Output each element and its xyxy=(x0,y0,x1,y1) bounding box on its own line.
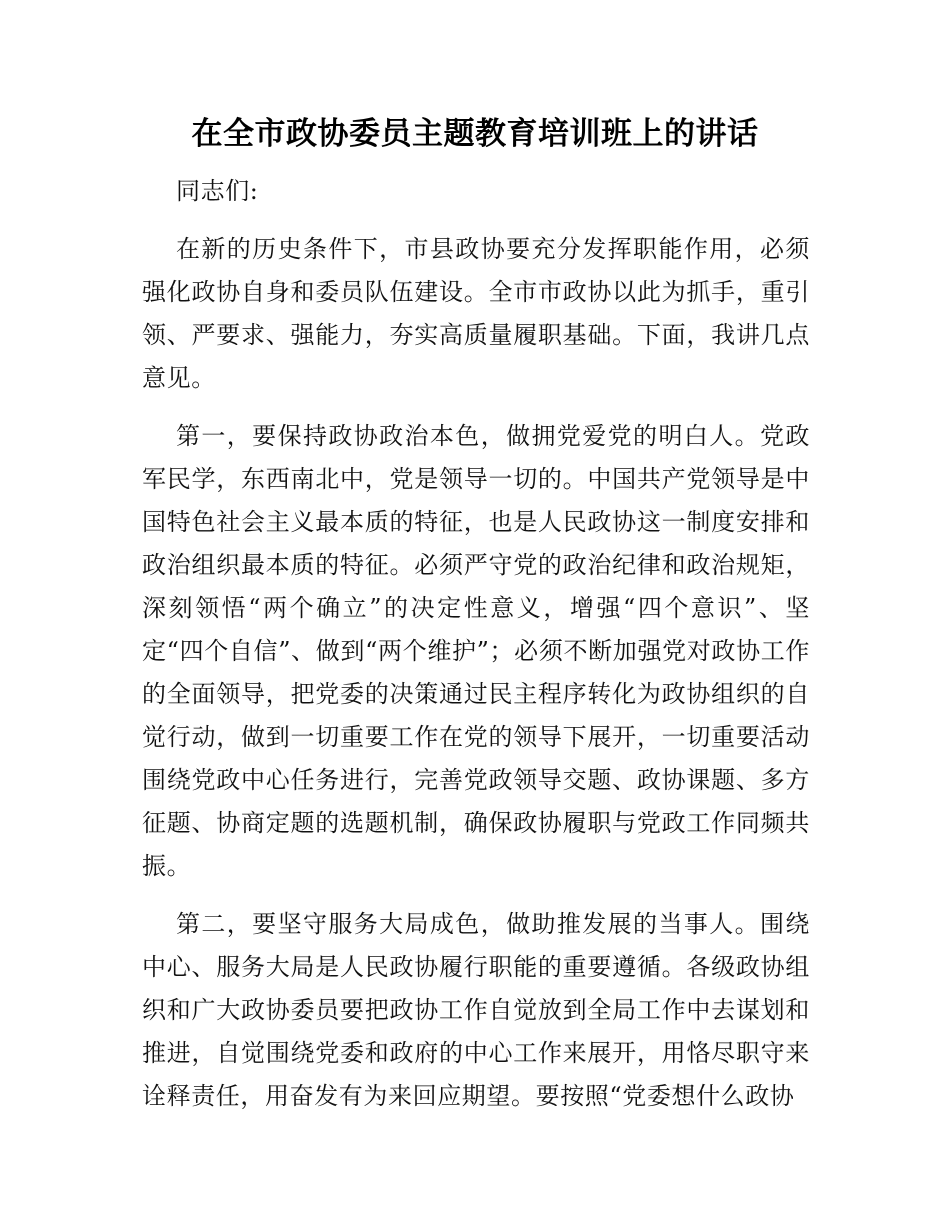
paragraph-first-point: 第一，要保持政协政治本色，做拥党爱党的明白人。党政军民学，东西南北中，党是领导一切的。中国共产党领导是中国特色社会主义最本质的特征，也是人民政协这一制度安排和政治组织最本质的特征。必须严守党的政治纪律和政治规矩，深刻领悟“两个确立”的决定性意义，增强“四个意识”、坚定“四个自信”、做到“两个维护”；必须不断加强党对政协工作的全面领导，把党委的决策通过民主程序转化为政协组织的自觉行动，做到一切重要工作在党的领导下展开，一切重要活动围绕党政中心任务进行，完善党政领导交题、政协课题、多方征题、协商定题的选题机制，确保政协履职与党政工作同频共振。 xyxy=(142,422,810,880)
paragraph-second-point: 第二，要坚守服务大局成色，做助推发展的当事人。围绕中心、服务大局是人民政协履行职能的重要遵循。各级政协组织和广大政协委员要把政协工作自觉放到全局工作中去谋划和推进，自觉围绕党委和政府的中心工作来展开，用恪尽职守来诠释责任，用奋发有为来回应期望。要按照“党委想什么政协 xyxy=(142,910,810,1110)
document-title: 在全市政协委员主题教育培训班上的讲话 xyxy=(191,116,759,152)
salutation: 同志们: xyxy=(176,177,259,205)
document-body xyxy=(142,170,810,1133)
paragraph-intro: 在新的历史条件下，市县政协要充分发挥职能作用，必须强化政协自身和委员队伍建设。全市市政协以此为抓手，重引领、严要求、强能力，夯实高质量履职基础。下面，我讲几点意见。 xyxy=(142,235,810,392)
